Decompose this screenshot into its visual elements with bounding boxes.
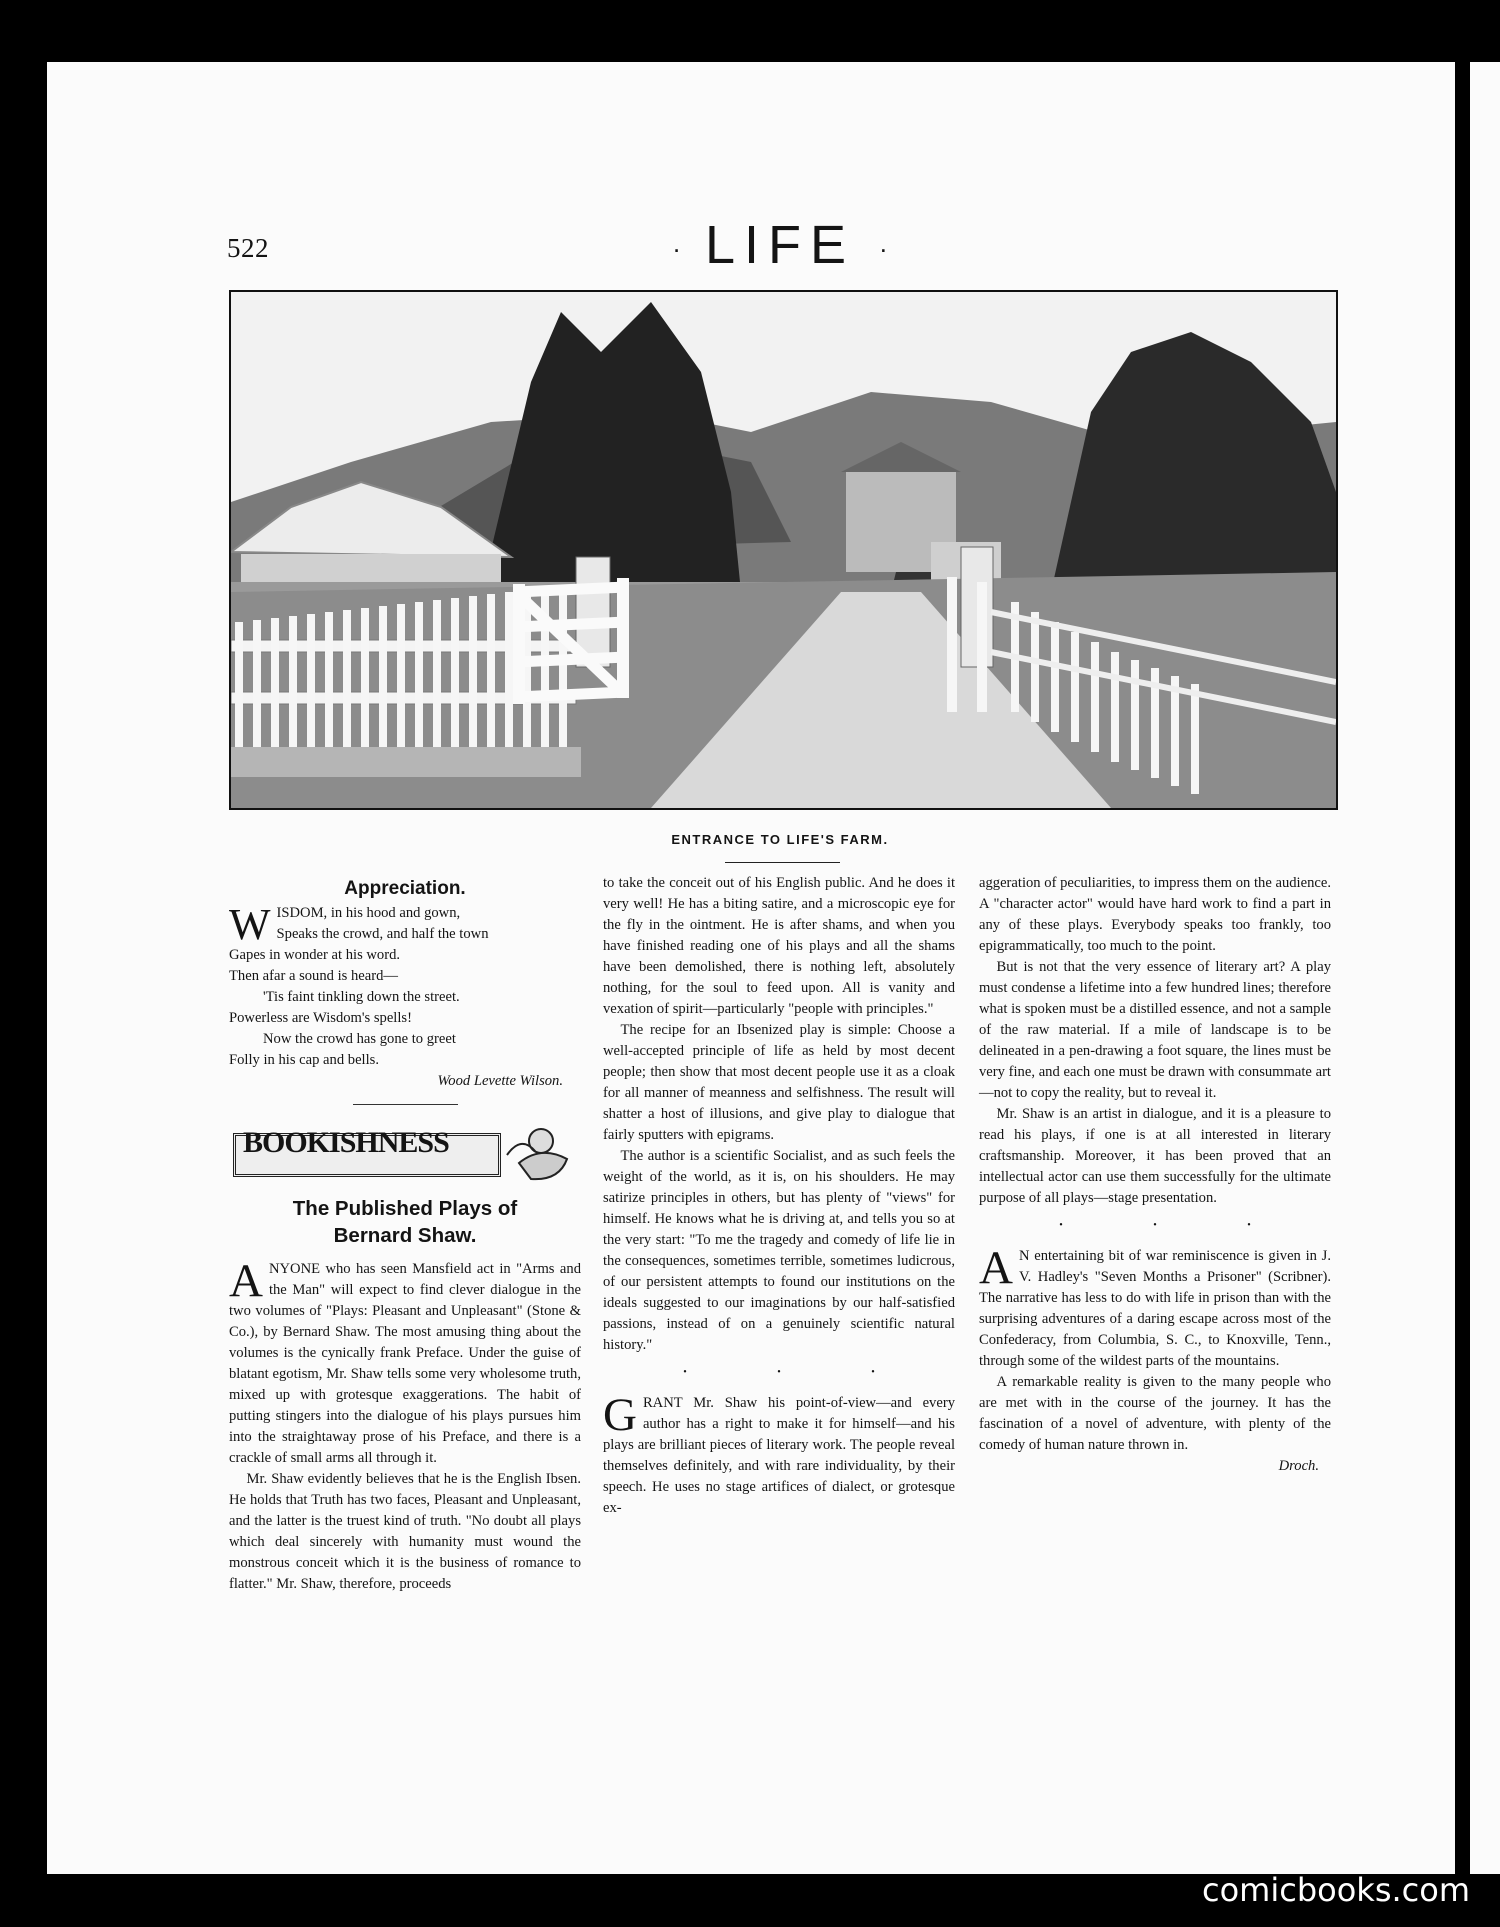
banner-text: BOOKISHNESS — [243, 1126, 449, 1159]
article-paragraph-1 — [229, 1255, 581, 1469]
watermark: comicbooks.com — [1201, 1871, 1470, 1909]
column-1 — [229, 873, 581, 1595]
poem-line: Speaks the crowd, and half the town — [276, 926, 489, 942]
paragraph-text: NYONE who has seen Mansfield act in "Arms and the Man" will expect to find clever dialogue in the two volumes of "Plays: Pleasant and Unpleasant" (Stone & Co.), by Bernard Shaw. The most amusing thing about the volumes is the cynically frank Preface. Under the guise of blatant egotism, Mr. Shaw tells some very wholesome truth, mixed up with grotesque exaggerations. The habit of putting stingers into the dialogue of his plays pursues him into the straightaway prose of his Preface, and there is a crackle of small arms all through it. — [229, 1261, 581, 1466]
section-separator-stars: • • • — [1059, 1220, 1295, 1231]
poem-author: Wood Levette Wilson. — [437, 1073, 563, 1089]
section-separator-stars: • • • — [683, 1367, 919, 1378]
article-paragraph-3: The recipe for an Ibsenized play is simple: Choose a well-accepted principle of life as held by most decent people; then show that most decent people use it as a cloak for all manner of meanness and selfishness. The result will shatter a host of illusions, and give play to dialogue that fairly sputters with epigrams. — [603, 1022, 955, 1143]
article-paragraph-2b: to take the conceit out of his English public. And he does it very well! He has a biting satire, and a microscopic eye for the fly in the ointment. He is after shams, and when you have finished reading one of his plays and all the shams have been demolished, there is nothing left, absolutely nothing, for the soul to feed upon. All is vanity and vexation of spirit—particularly "people with principles." — [603, 875, 955, 1017]
article-paragraph-2a: Mr. Shaw evidently believes that he is the English Ibsen. He holds that Truth has two faces, Pleasant and Unpleasant, and the latter is the truest kind of truth. "No doubt all plays which deal sincerely with humanity must wound the monstrous conceit which it is the business of romance to flatter." Mr. Shaw, therefore, proceeds — [229, 1471, 581, 1592]
article-title — [229, 1195, 581, 1249]
poem-line: 'Tis faint tinkling down the street. — [263, 989, 460, 1005]
section-rule — [353, 1104, 458, 1105]
article-paragraph-9: A remarkable reality is given to the many people who are met with in the course of the journey. It has the fascination of a novel of adventure, with plenty of the comedy of human nature thrown in. — [979, 1374, 1331, 1453]
paragraph-dropcap: G — [603, 1389, 637, 1441]
column-3 — [979, 873, 1331, 1477]
article-paragraph-8 — [979, 1242, 1331, 1372]
page-number: 522 — [227, 233, 269, 263]
poem-line: Powerless are Wisdom's spells! — [229, 1010, 412, 1026]
photo-caption: ENTRANCE TO LIFE'S FARM. — [671, 832, 889, 847]
poem-line: ISDOM, in his hood and gown, — [276, 905, 461, 921]
poem-line: Now the crowd has gone to greet — [263, 1031, 456, 1047]
masthead-title: LIFE — [704, 215, 856, 275]
column-2 — [603, 873, 955, 1519]
article-paragraph-7: Mr. Shaw is an artist in dialogue, and it is a pleasure to read his plays, if one is at all interested in literary craftsmanship. Moreover, it has been proved that an intellectual actor can use them successfully for the ultimate purpose of all plays—stage presentation. — [979, 1106, 1331, 1206]
paragraph-dropcap: A — [979, 1242, 1013, 1294]
farm-entrance-photo — [229, 290, 1338, 810]
cherub-ornament — [501, 1123, 579, 1185]
article-signature: Droch. — [1278, 1458, 1319, 1474]
article-title-line-2: Bernard Shaw. — [333, 1224, 477, 1247]
facing-page-edge — [1470, 62, 1500, 1874]
paragraph-dropcap: A — [229, 1255, 263, 1307]
article-paragraph-5a — [603, 1389, 955, 1519]
article-title-line-1: The Published Plays of — [292, 1197, 518, 1220]
poem-dropcap: W — [229, 900, 271, 949]
masthead-dot-right: · — [879, 233, 888, 264]
caption-rule — [725, 862, 840, 863]
poem-title: Appreciation. — [344, 878, 466, 899]
paragraph-text: RANT Mr. Shaw his point-of-view—and every author has a right to make it for himself—and his plays are brilliant pieces of literary work. The people reveal themselves definitely, and with rare individuality, by their speech. He uses no stage artifices of dialect, or grotesque ex- — [603, 1395, 955, 1516]
bookishness-banner — [229, 1123, 581, 1185]
article-paragraph-6: But is not that the very essence of literary art? A play must condense a lifetime into a few hundred lines; therefore what is spoken must be a distilled essence, and not a sample of the raw material. If a mile of landscape is to be delineated in a pen-drawing a foot square, the lines must be very fine, and each one must be drawn with consummate art—not to copy the reality, but to reveal it. — [979, 959, 1331, 1101]
poem-line: Folly in his cap and bells. — [229, 1052, 379, 1068]
poem — [229, 900, 581, 1071]
farm-entrance-illustration — [231, 292, 1336, 808]
poem-line: Then afar a sound is heard— — [229, 968, 398, 984]
article-paragraph-5b: aggeration of peculiarities, to impress them on the audience. A "character actor" would have hard work to find a part in any of these plays. Everybody speaks too frankly, too epigrammatically, too much to the point. — [979, 875, 1331, 954]
article-paragraph-4: The author is a scientific Socialist, and as such feels the weight of the world, as it is, on his shoulders. He may satirize principles in others, but has plenty of "views" for himself. He knows what he is driving at, and tells you so at the very start: "To me the tragedy and comedy of life lie in the consequences, sometimes terrible, sometimes ludicrous, of our persistent attempts to found our institutions on the ideals suggested to our imaginations by our half-satisfied passions, instead of on a genuinely scientific natural history." — [603, 1148, 955, 1353]
paragraph-text: N entertaining bit of war reminiscence is given in J. V. Hadley's "Seven Months a Prisoner" (Scribner). The narrative has less to do with life in prison than with the surprising adventures of a daring escape across most of the Confederacy, from Columbia, S. C., to Knoxville, Tenn., through some of the wildest parts of the mountains. — [979, 1248, 1331, 1369]
masthead — [640, 215, 920, 279]
masthead-dot-left: · — [672, 233, 681, 264]
poem-line: Gapes in wonder at his word. — [229, 947, 401, 963]
